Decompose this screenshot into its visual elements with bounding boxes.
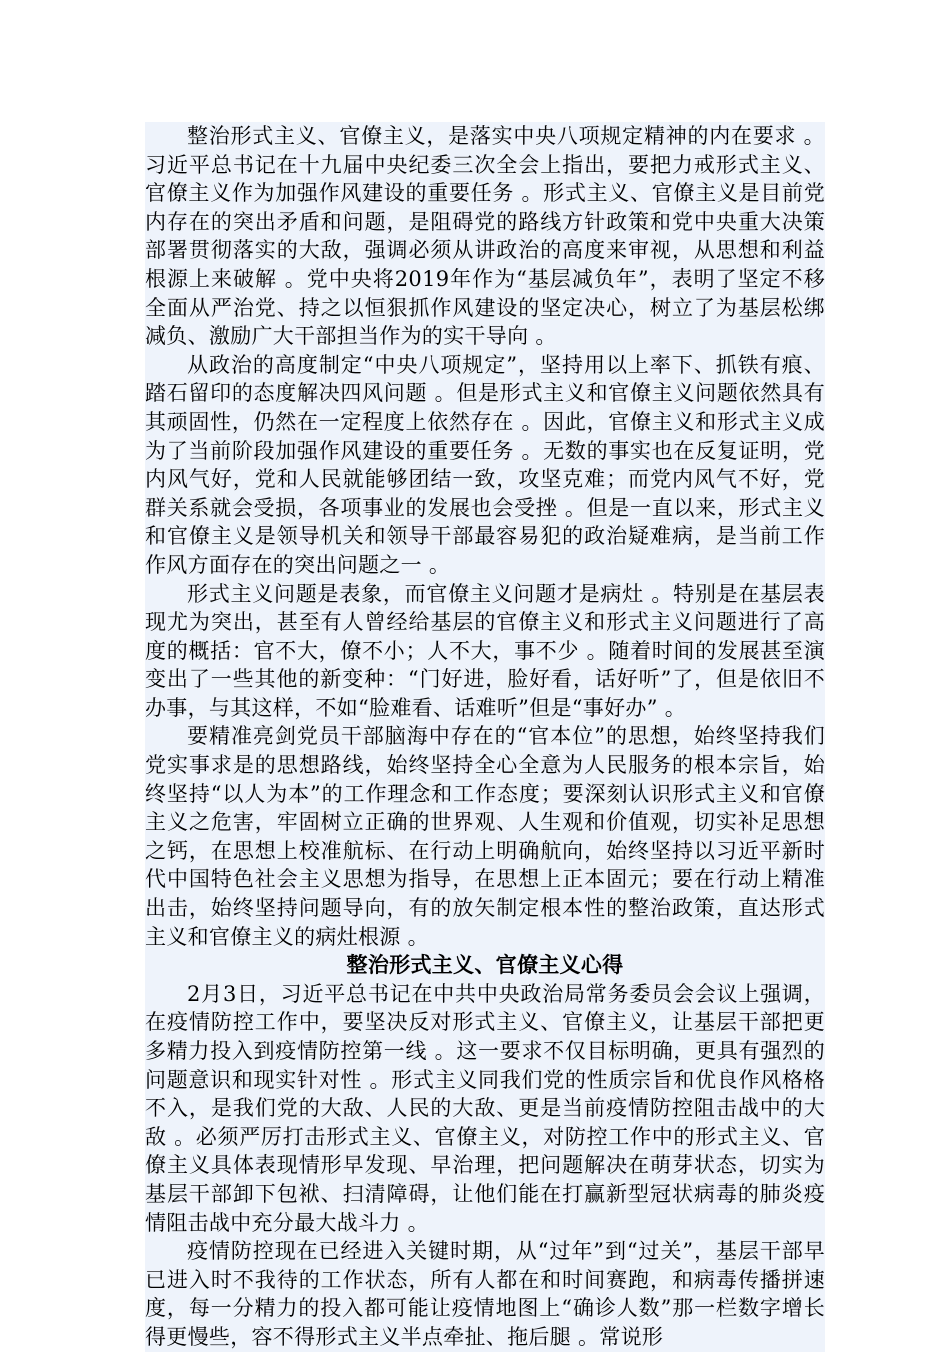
paragraph: 整治形式主义、官僚主义，是落实中央八项规定精神的内在要求 。习近平总书记在十九届中央纪委三次全会上指出，要把力戒形式主义、官僚主义作为加强作风建设的重要任务 。形式主义、官僚主义是目前党内存在的突出矛盾和问题，是阻碍党的路线方针政策和党中央重大决策部署贯彻落实的大敌，强调必须从讲政治的高度来审视，从思想和利益根源上来破解 。党中央将2019年作为“基层减负年”，表明了坚定不移全面从严治党、持之以恒狠抓作风建设的坚定决心，树立了为基层松绑减负、激励广大干部担当作为的实干导向 。 <box>145 124 825 349</box>
document-body <box>145 122 825 1352</box>
section-title: 整治形式主义、官僚主义心得 <box>346 953 624 978</box>
paragraph: 2月3日，习近平总书记在中共中央政治局常务委员会会议上强调，在疫情防控工作中，要坚决反对形式主义、官僚主义，让基层干部把更多精力投入到疫情防控第一线 。这一要求不仅目标明确，更具有强烈的问题意识和现实针对性 。形式主义同我们党的性质宗旨和优良作风格格不入，是我们党的大敌、人民的大敌、更是当前疫情防控阻击战中的大敌 。必须严厉打击形式主义、官僚主义，对防控工作中的形式主义、官僚主义具体表现情形早发现、早治理，把问题解决在萌芽状态，切实为基层干部卸下包袱、扫清障碍，让他们能在打赢新型冠状病毒的肺炎疫情阻击战中充分最大战斗力 。 <box>145 981 825 1235</box>
paragraph: 形式主义问题是表象，而官僚主义问题才是病灶 。特别是在基层表现尤为突出，甚至有人曾经给基层的官僚主义和形式主义问题进行了高度的概括：官不大，僚不小；人不大，事不少 。随着时间的发展甚至演变出了一些其他的新变种：“门好进，脸好看，话好听”了，但是依旧不办事，与其这样，不如“脸难看、话难听”但是“事好办” 。 <box>145 581 825 720</box>
paragraph: 要精准亮剑党员干部脑海中存在的“官本位”的思想，始终坚持我们党实事求是的思想路线，始终坚持全心全意为人民服务的根本宗旨，始终坚持“以人为本”的工作理念和工作态度；要深刻认识形式主义和官僚主义之危害，牢固树立正确的世界观、人生观和价值观，切实补足思想之钙，在思想上校准航标、在行动上明确航向，始终坚持以习近平新时代中国特色社会主义思想为指导，在思想上正本固元；要在行动上精准出击，始终坚持问题导向，有的放矢制定根本性的整治政策，直达形式主义和官僚主义的病灶根源 。 <box>145 724 825 949</box>
paragraph: 从政治的高度制定“中央八项规定”，坚持用以上率下、抓铁有痕、踏石留印的态度解决四风问题 。但是形式主义和官僚主义问题依然具有其顽固性，仍然在一定程度上依然存在 。因此，官僚主义和形式主义成为了当前阶段加强作风建设的重要任务 。无数的事实也在反复证明，党内风气好，党和人民就能够团结一致，攻坚克难；而党内风气不好，党群关系就会受损，各项事业的发展也会受挫 。但是一直以来，形式主义和官僚主义是领导机关和领导干部最容易犯的政治疑难病，是当前工作作风方面存在的突出问题之一 。 <box>145 352 825 577</box>
paragraph: 疫情防控现在已经进入关键时期，从“过年”到“过关”，基层干部早已进入时不我待的工作状态，所有人都在和时间赛跑，和病毒传播拼速度，每一分精力的投入都可能让疫情地图上“确诊人数”那一栏数字增长得更慢些，容不得形式主义半点牵扯、拖后腿 。常说形 <box>145 1239 825 1349</box>
